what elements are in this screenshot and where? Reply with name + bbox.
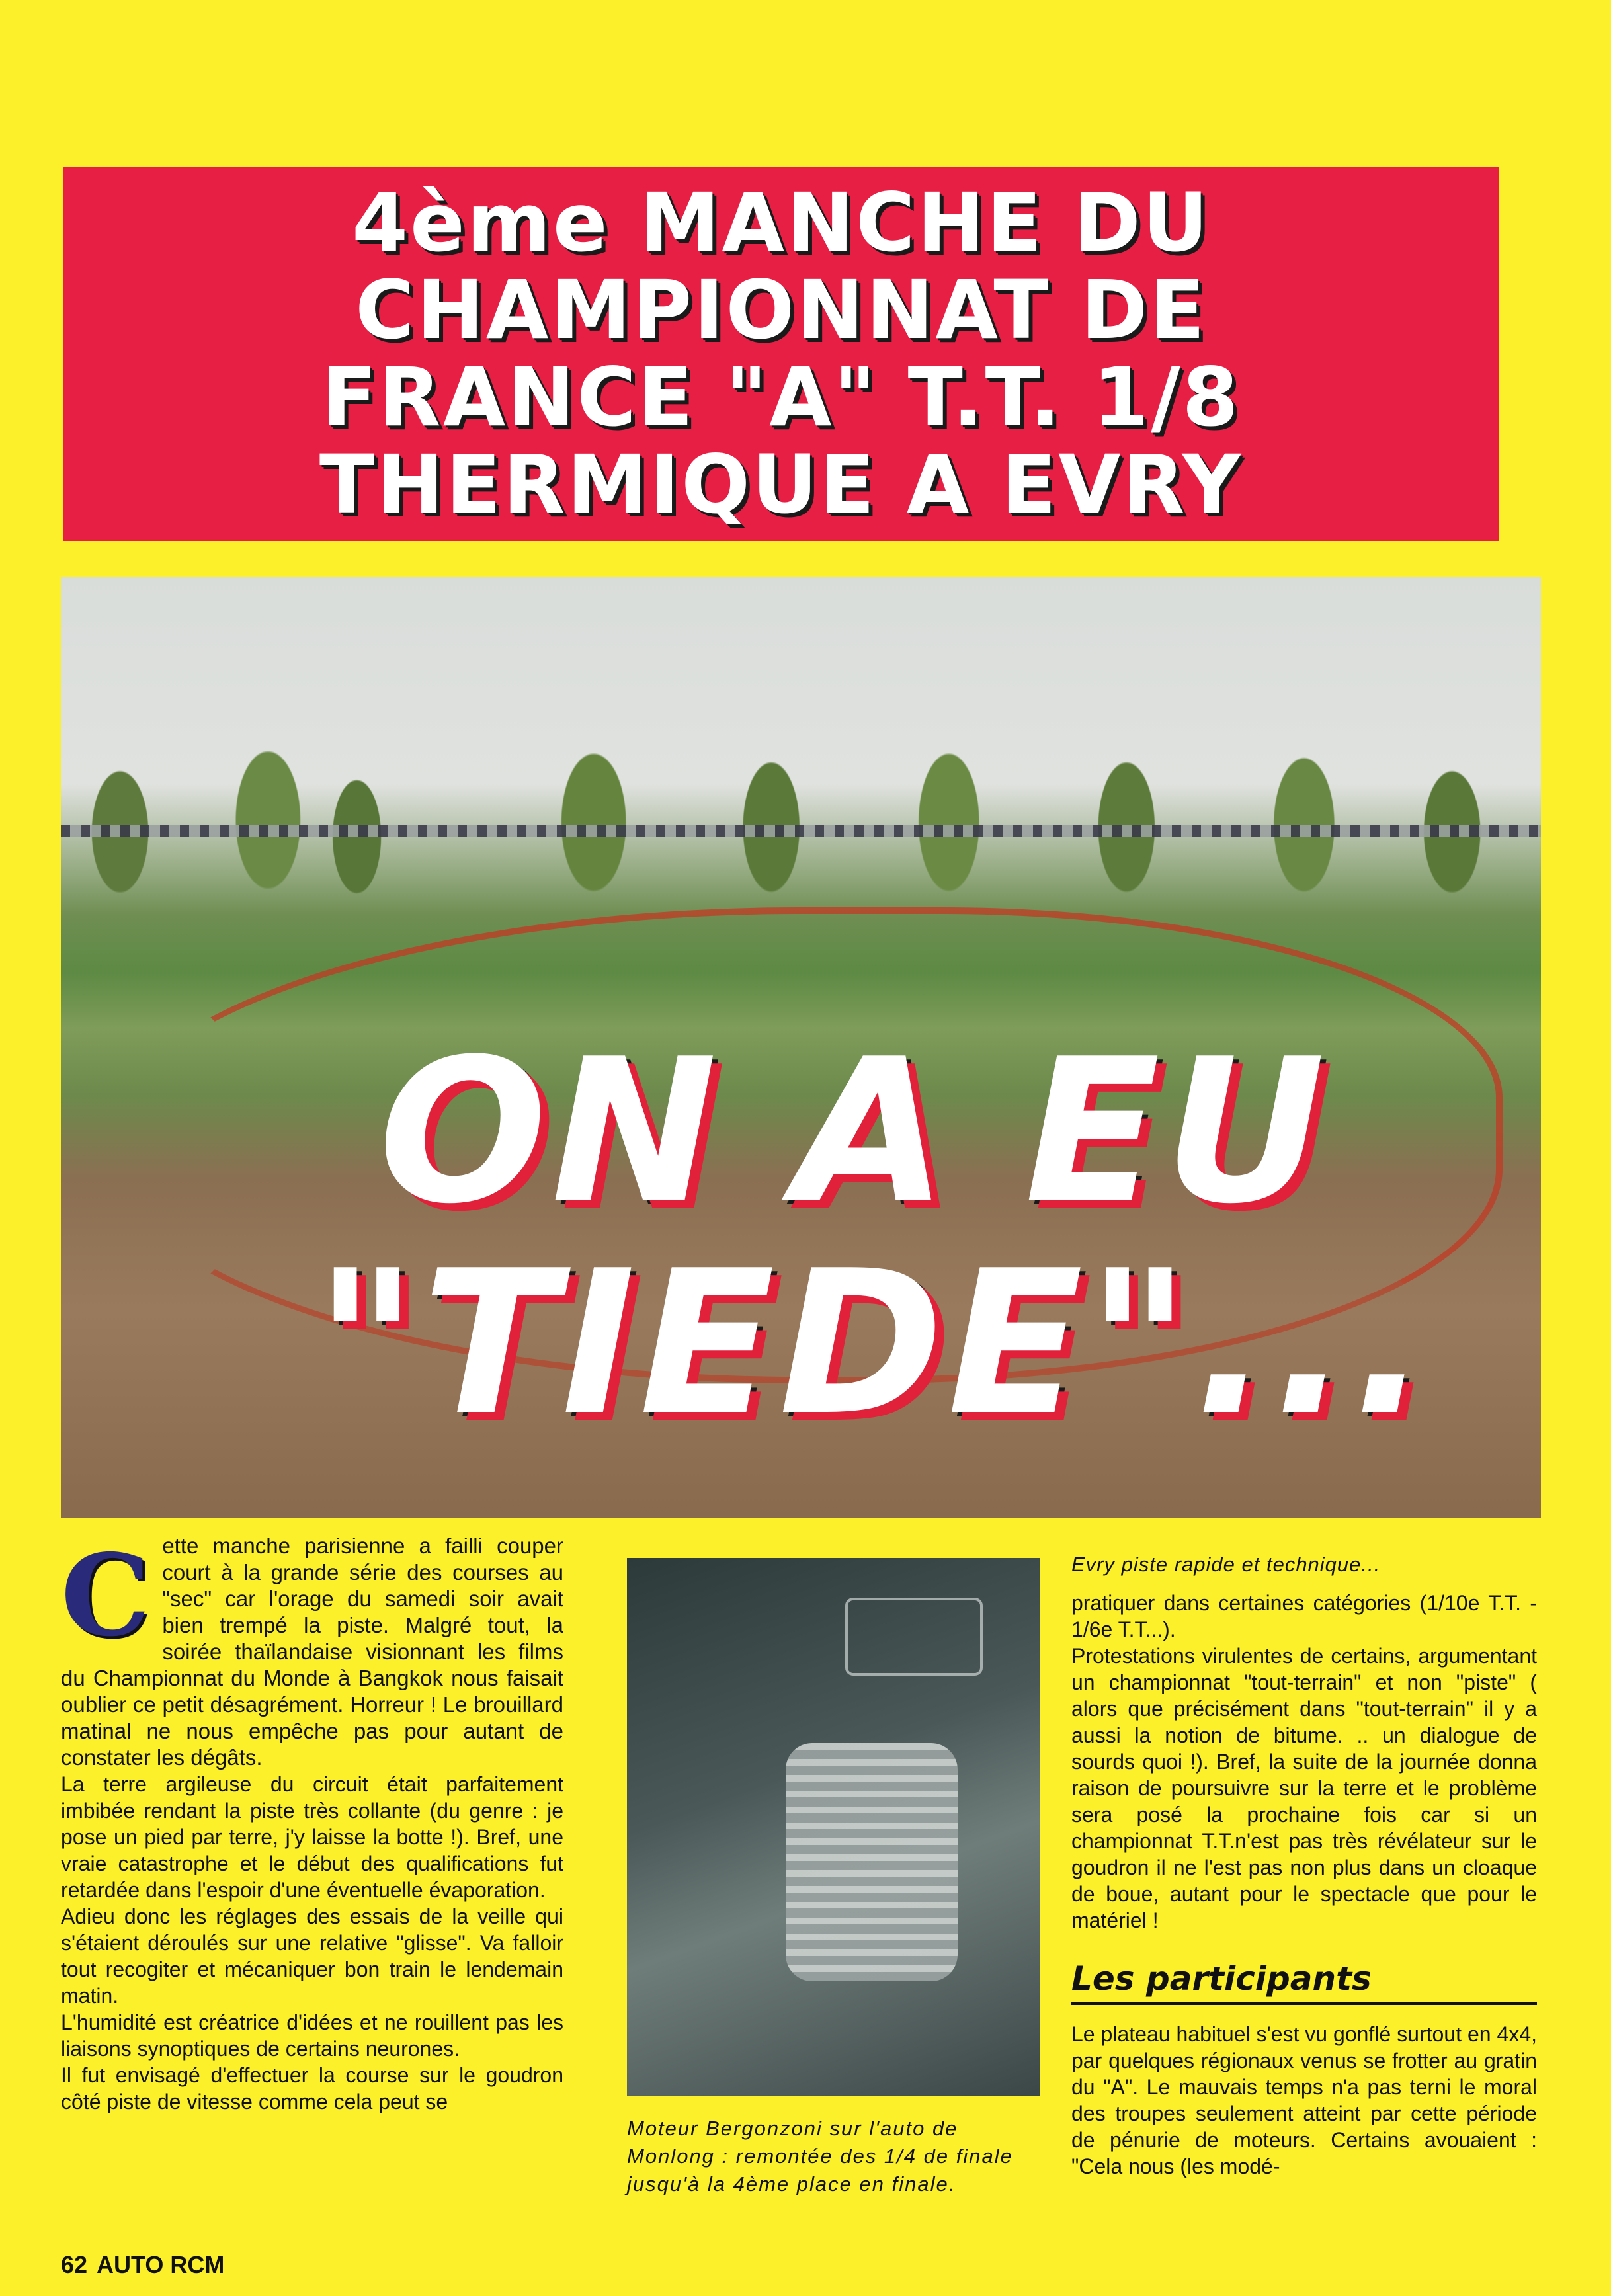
paragraph-3: Adieu donc les réglages des essais de la veille qui s'étaient déroulés sur une relative "glisse". Va falloir tout recogiter et mécaniquer bon train le lendemain matin. [61, 1905, 563, 2008]
drop-cap: C [61, 1530, 151, 1662]
engine-block [786, 1743, 958, 1981]
participants-paragraph: Le plateau habituel s'est vu gonflé surtout en 4x4, par quelques régionaux venus se frotter au gratin du "A". Le mauvais temps n'a pas terni le moral des troupes seulement atteint par cette période de pénurie de moteurs. Certains avouaient : "Cela nous (les modé- [1071, 2022, 1537, 2178]
rcm-decal [845, 1598, 983, 1676]
right-paragraph-1: pratiquer dans certaines catégories (1/10e T.T. - 1/6e T.T...). [1071, 1591, 1537, 1641]
article-left-column [61, 1530, 563, 2115]
title-line-4: THERMIQUE A EVRY [319, 438, 1243, 532]
paragraph-5: Il fut envisagé d'effectuer la course sur le goudron côté piste de vitesse comme cela peut se [61, 2063, 563, 2113]
page-number: 62 [61, 2251, 88, 2278]
headline-line-1: ON A EU [378, 1016, 1329, 1247]
engine-photo-caption: Moteur Bergonzoni sur l'auto de Monlong : remontée des 1/4 de finale jusqu'à la 4ème place en finale. [627, 2117, 1013, 2195]
paragraph-2: La terre argileuse du circuit était parfaitement imbibée rendant la piste très collante (du genre : je pose un pied par terre, j'y laisse la botte !). Bref, une vraie catastrophe et le début des qualifications fut retardée dans l'espoir d'une éventuelle évaporation. [61, 1772, 563, 1902]
title-banner [63, 167, 1499, 541]
magazine-name: AUTO RCM [97, 2251, 225, 2278]
right-paragraph-2: Protestations virulentes de certains, argumentant un championnat "tout-terrain" et non "piste" ( alors que précisément dans "tout-terrain" il y a aussi la notion de bitume. .. un dialogue de sourds quoi !). Bref, la suite de la journée donna raison de poursuivre sur la terre et le problème sera posé la prochaine fois car si un championnat T.T.n'est pas très révélateur sur le goudron il ne l'est pas non plus dans un cloaque de boue, autant pour le spectacle que pour le matériel ! [1071, 1644, 1537, 1932]
paragraph-4: L'humidité est créatrice d'idées et ne rouillent pas les liaisons synoptiques de certains neurones. [61, 2010, 563, 2061]
section-heading-participants: Les participants [1071, 1959, 1537, 2005]
page-footer [61, 2251, 233, 2279]
intro-text: ette manche parisienne a failli couper court à la grande série des courses au "sec" car l'orage du samedi soir avait bien trempé la piste. Malgré tout, la soirée thaïlandaise visionnant les films du Championnat du Monde à Bangkok nous faisait oublier ce petit désagrément. Horreur ! Le brouillard matinal ne nous empêche pas pour autant de constater les dégâts. [61, 1534, 563, 1770]
article-right-column [1071, 1533, 1537, 2180]
trees-background [61, 689, 1541, 927]
engine-photo [627, 1558, 1040, 2096]
title-line-3: FRANCE "A" T.T. 1/8 [321, 350, 1241, 444]
track-photo-caption: Evry piste rapide et technique... [1071, 1553, 1381, 1576]
title-line-2: CHAMPIONNAT DE [355, 263, 1207, 357]
intro-paragraph [61, 1530, 563, 1771]
spectator-fence [61, 825, 1541, 837]
article-body [61, 1530, 1542, 2234]
main-photo-race-track [61, 577, 1541, 1518]
title-line-1: 4ème MANCHE DU [352, 176, 1210, 270]
headline-line-2: "TIEDE"... [315, 1228, 1432, 1459]
